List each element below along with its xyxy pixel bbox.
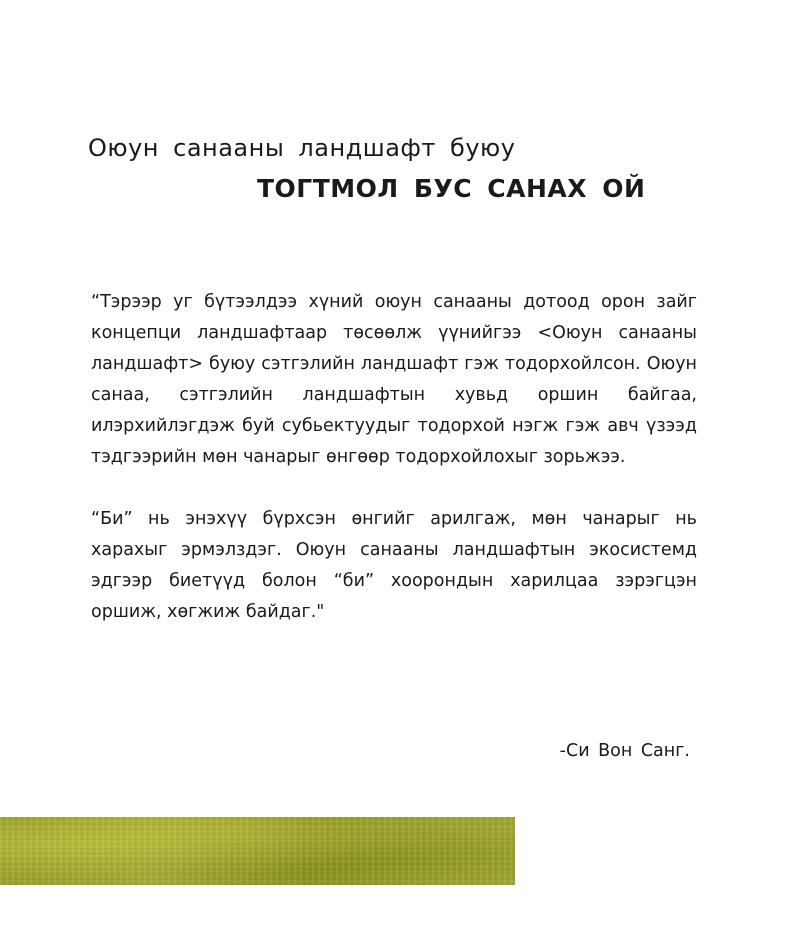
- title-line-1: Оюун санааны ландшафт буюу: [88, 134, 516, 162]
- green-painted-strip: [0, 817, 515, 885]
- author-signature: -Си Вон Санг.: [559, 741, 690, 761]
- quote-paragraph-2: “Би” нь энэхүү бүрхсэн өнгийг арилгаж, мөн чанарыг нь харахыг эрмэлздэг. Оюун санааны ландшафтын экосистемд эдгээр биетүүд болон “би” хоорондын харилцаа зэрэгцэн оршиж, хөгжиж байдаг.": [91, 509, 697, 622]
- quote-block: [91, 287, 697, 628]
- title-line-2: ТОГТМОЛ БУС САНАХ ОЙ: [257, 174, 646, 203]
- quote-paragraph-1: “Тэрээр уг бүтээлдээ хүний оюун санааны дотоод орон зайг концепци ландшафтаар төсөөлж үүнийгээ <Оюун санааны ландшафт> буюу сэтгэлийн ландшафт гэж тодорхойлсон. Оюун санаа, сэтгэлийн ландшафтын хувьд оршин байгаа, илэрхийлэгдэж буй субьектуудыг тодорхой нэгж гэж авч үзээд тэдгээрийн мөн чанарыг өнгөөр тодорхойлохыг зорьжээ.: [91, 292, 697, 467]
